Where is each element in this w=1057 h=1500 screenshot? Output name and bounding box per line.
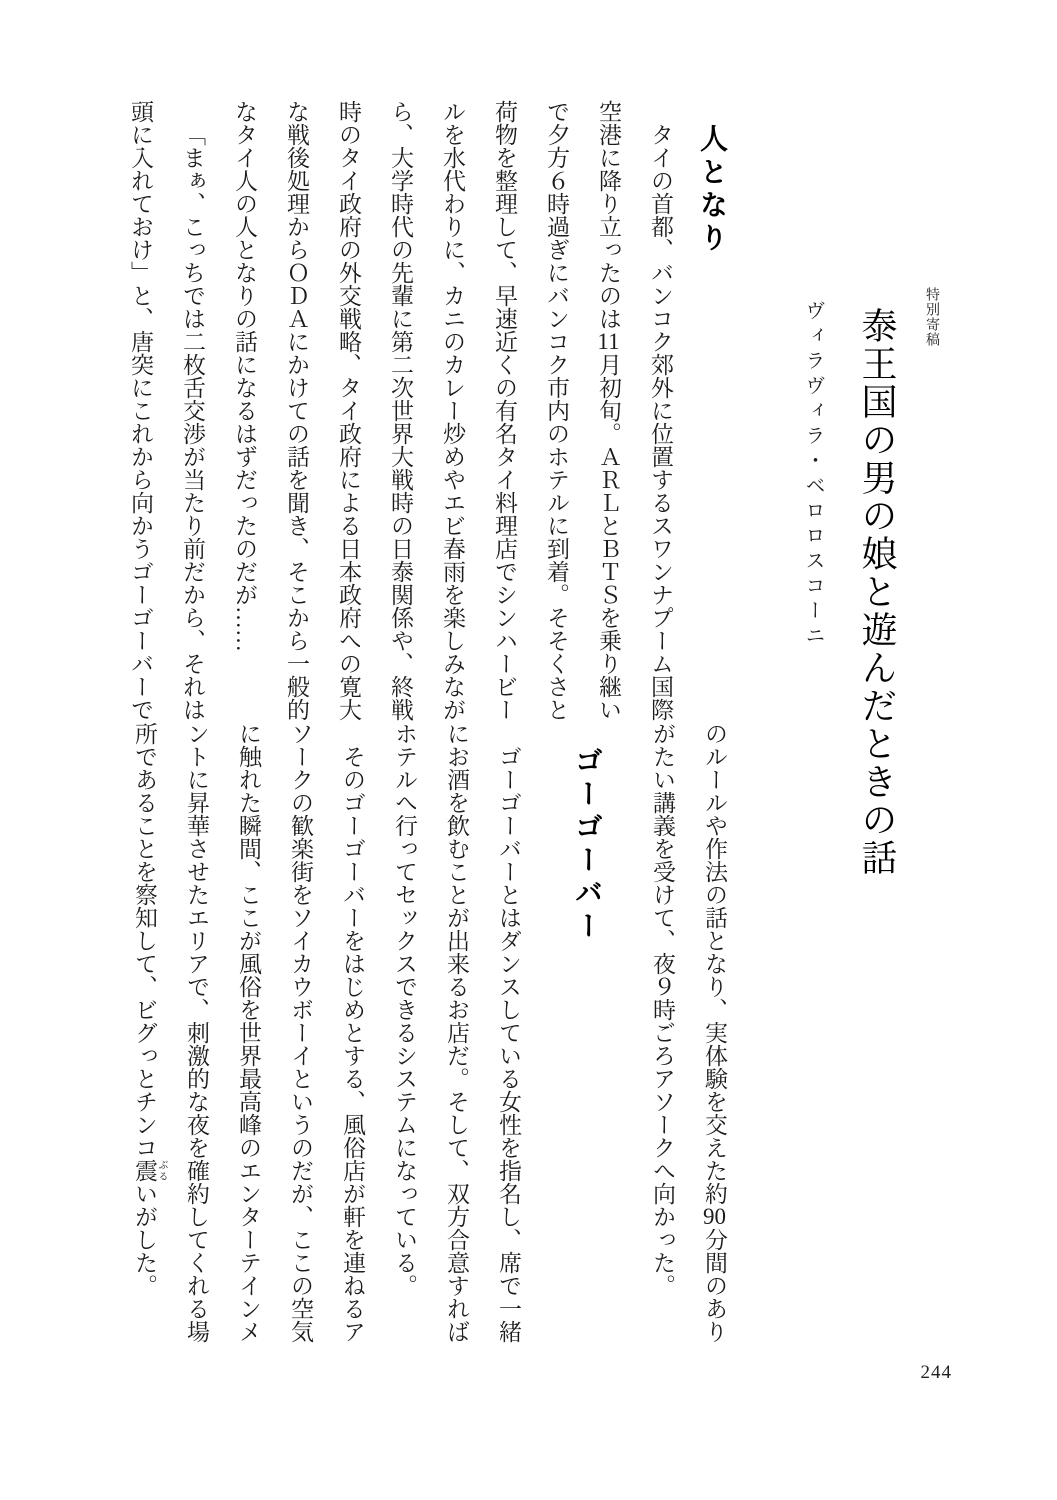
article-header [854,287,940,877]
furigana-ruby [132,1159,167,1182]
paragraph-advice-end [636,722,740,1343]
contribution-label: 特別寄稿 [924,287,939,347]
text-segment: 「まぁ、こっちでは二枚舌交渉が当たり前だから、それは頭に入れておけ」と、唐突にこれから向かうゴーゴーバーで [128,100,205,721]
text-segment: のルールや作法の話となり、実体験を交えた約 [702,722,727,1205]
text-segment: ゴーゴーバーとはダンスしている女性を指名し、席で一緒にお酒を飲むことが出来るお店だ。そして、双方合意すればホテルへ行ってセックスできるシステムになっている。 [392,722,521,1343]
paragraph-arrival [218,100,686,721]
author-name: ヴィラヴィラ・ベロロスコーニ [802,300,824,650]
article-title: 泰王国の男の娘と遊んだときの話 [857,307,897,877]
ruby-text: ぶる [156,1159,167,1182]
section-heading-personality: 人となり [697,124,728,256]
paragraph-gogobar-system [378,722,534,1343]
section-heading-gogobar: ゴーゴーバー [572,746,603,944]
ruby-base: 震 [132,1159,157,1182]
paragraph-advice-start [114,100,218,721]
tcy-number: 90 [703,1205,726,1228]
text-segment: タイの首都、バンコク郊外に位置するスワンナプーム国際空港に降り立ったのは [596,100,673,721]
page-number: 244 [920,1362,952,1383]
text-segment: 分間のありがたい講義を受けて、夜９時ごろアソークへ向かった。 [650,722,727,1343]
text-block-lower [118,722,740,1343]
paragraph-soi-cowboy [118,722,378,1343]
text-segment: 月初旬。ＡＲＬとＢＴＳを乗り継いで夕方６時過ぎにバンコク市内のホテルに到着。そそくさと荷物を整理して、早速近くの有名タイ料理店でシンハービールを水代わりに、カニのカレー炒めやエビ春雨を楽しみながら、大学時代の先輩に第二次世界大戦時の日泰関係や、終戦時のタイ政府の外交戦略、タイ政府による日本政府への寛大な戦後処理からＯＤＡにかけての話を聞き、そこから一般的なタイ人の人となりの話になるはずだったのだが…… [232,100,621,721]
text-segment: いがした。 [132,1182,157,1297]
text-block-upper [114,100,738,721]
tcy-number: 11 [597,330,620,353]
text-segment: そのゴーゴーバーをはじめとする、風俗店が軒を連ねるアソークの歓楽街をソイカウボーイというのだが、ここの空気に触れた瞬間、ここが風俗を世界最高峰のエンターテインメントに昇華させたエリアで、刺激的な夜を確約してくれる場所であることを察知して、ビグっとチンコ [132,722,365,1343]
